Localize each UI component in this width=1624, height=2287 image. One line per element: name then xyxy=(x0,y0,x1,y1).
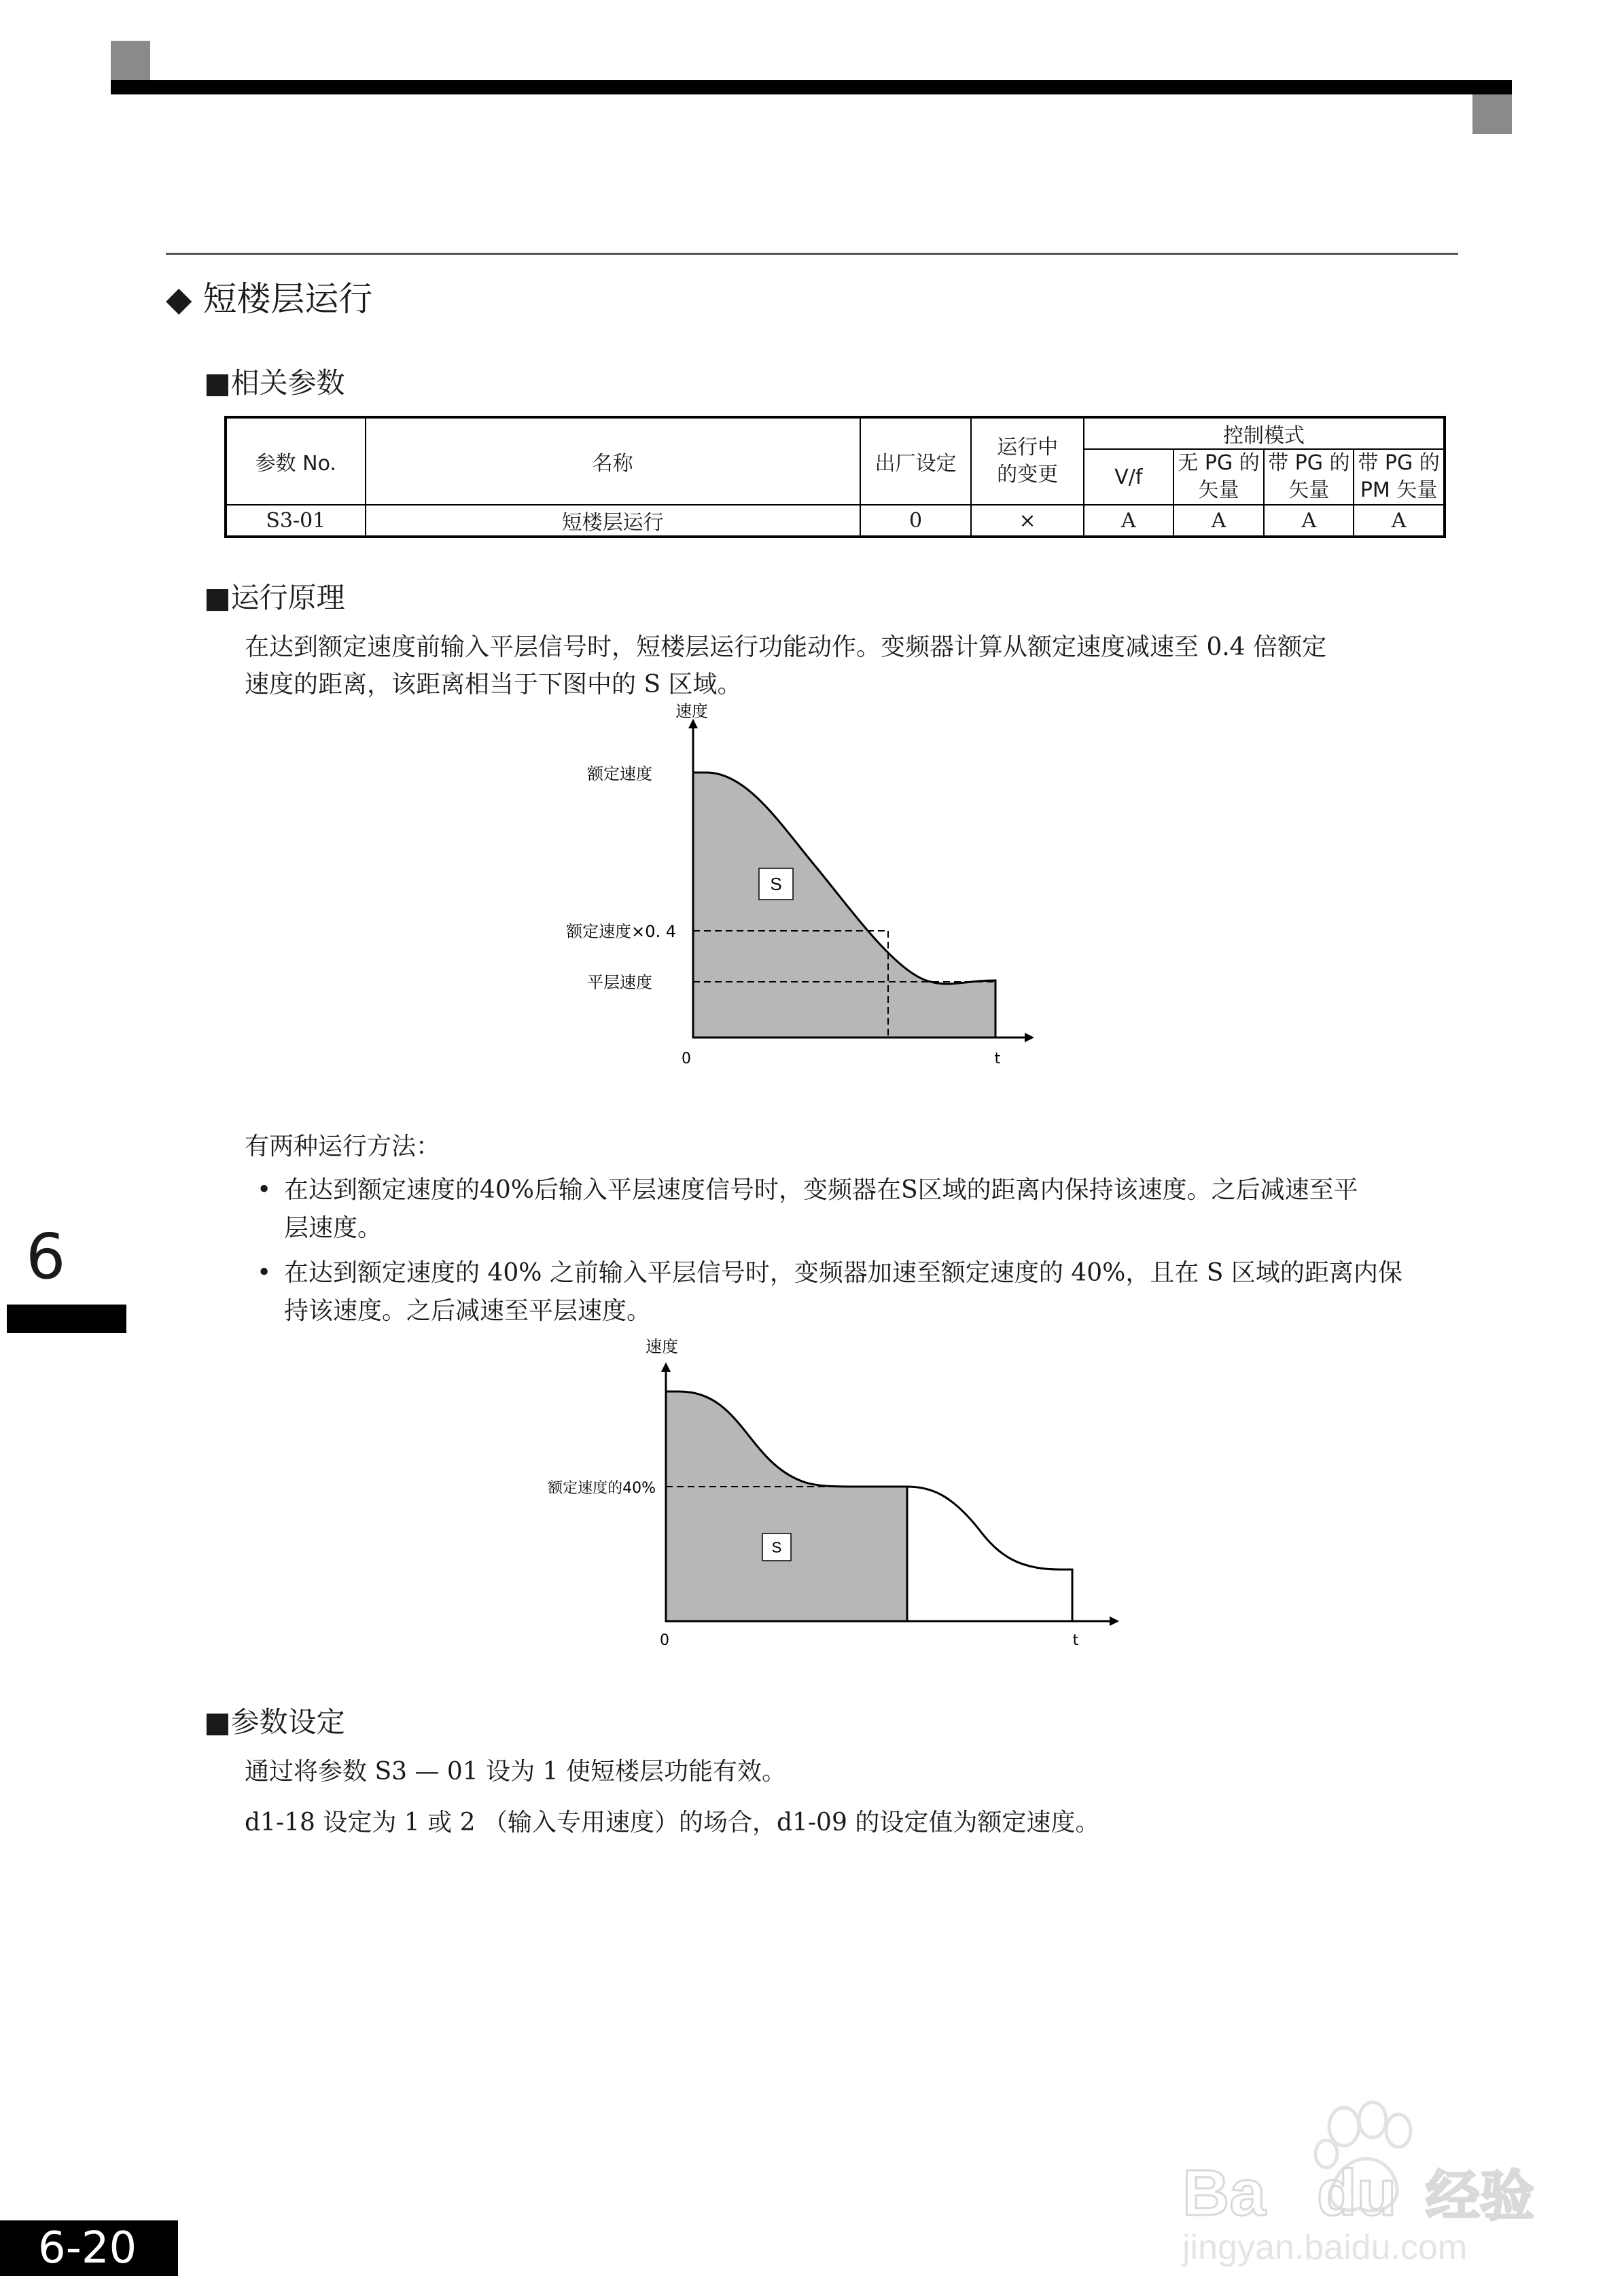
origin-label-2: 0 xyxy=(660,1632,669,1649)
bullet-1-line2: 层速度。 xyxy=(284,1214,383,1242)
header-runtime-change xyxy=(971,417,1084,505)
methods-intro: 有两种运行方法： xyxy=(245,1133,441,1160)
paw-logo-icon xyxy=(1169,2086,1549,2269)
cell-name: 短楼层运行 xyxy=(366,505,860,537)
watermark-url: jingyan.baidu.com xyxy=(1182,2228,1468,2267)
cell-factory: 0 xyxy=(860,505,972,537)
origin-label-1: 0 xyxy=(682,1050,691,1067)
cell-no-pg: A xyxy=(1173,505,1265,537)
speed-diagram-1 xyxy=(530,696,1060,1084)
header-runtime-line2: 的变更 xyxy=(997,463,1059,486)
setting-heading: ■参数设定 xyxy=(204,1705,345,1739)
header-square-left xyxy=(111,41,150,80)
bullet-1-line1: 在达到额定速度的40%后输入平层速度信号时，变频器在S区域的距离内保持该速度。之后减速至平 xyxy=(284,1176,1358,1204)
bullet-2-line2: 持该速度。之后减速至平层速度。 xyxy=(284,1297,652,1325)
cell-with-pg: A xyxy=(1264,505,1354,537)
s-label-2: S xyxy=(771,1539,782,1556)
cell-pm: A xyxy=(1354,505,1445,537)
speed-diagram-2 xyxy=(516,1332,1128,1658)
page-number-box xyxy=(0,2220,178,2276)
watermark-brand-latin-1: Ba xyxy=(1182,2157,1266,2229)
decel-curve-2 xyxy=(907,1487,1072,1621)
header-runtime-line1: 运行中 xyxy=(997,436,1059,459)
x-axis-label-1: t xyxy=(994,1050,1001,1067)
header-pm-line1: 带 PG 的 xyxy=(1358,451,1440,475)
header-mode-no-pg xyxy=(1173,449,1265,505)
label-level-speed: 平层速度 xyxy=(587,973,652,992)
label-forty-percent: 额定速度的40% xyxy=(548,1480,656,1497)
param-table xyxy=(224,416,1446,538)
header-square-right xyxy=(1472,94,1512,134)
header-no-pg-line1: 无 PG 的 xyxy=(1178,451,1260,475)
watermark-brand-latin-2: du xyxy=(1317,2157,1397,2229)
page-number: 6-20 xyxy=(38,2223,137,2273)
header-bar xyxy=(111,80,1512,94)
header-pm-line2: PM 矢量 xyxy=(1360,478,1438,502)
header-factory: 出厂设定 xyxy=(860,417,972,505)
bullet-2-line1: 在达到额定速度的 40% 之前输入平层信号时，变频器加速至额定速度的 40%，且在 S 区域的距离内保 xyxy=(284,1259,1402,1287)
related-params-heading: ■相关参数 xyxy=(204,366,345,400)
bullet-1-dot: • xyxy=(257,1176,272,1204)
watermark-brand-cn: 经验 xyxy=(1426,2165,1534,2228)
header-param-no: 参数 No. xyxy=(226,417,366,505)
label-rated-speed-04: 额定速度×0. 4 xyxy=(566,922,676,941)
chapter-bar xyxy=(7,1305,126,1333)
table-row xyxy=(226,505,1445,537)
bullet-2-dot: • xyxy=(257,1259,272,1287)
principle-heading: ■运行原理 xyxy=(204,581,345,614)
label-rated-speed: 额定速度 xyxy=(587,764,652,783)
principle-text-line1: 在达到额定速度前输入平层信号时，短楼层运行功能动作。变频器计算从额定速度减速至 0.4 倍额定 xyxy=(245,633,1327,661)
cell-vf: A xyxy=(1084,505,1173,537)
header-no-pg-line2: 矢量 xyxy=(1198,478,1239,502)
x-axis-label-2: t xyxy=(1072,1632,1079,1649)
y-axis-label-1: 速度 xyxy=(675,702,708,721)
chapter-number: 6 xyxy=(26,1220,66,1293)
y-axis-label-2: 速度 xyxy=(646,1337,678,1356)
header-name: 名称 xyxy=(366,417,860,505)
s-label-1: S xyxy=(770,874,782,894)
s-area-1 xyxy=(693,773,995,1038)
setting-line2: d1-18 设定为 1 或 2 （输入专用速度）的场合，d1-09 的设定值为额定速度。 xyxy=(245,1809,1100,1837)
section-rule xyxy=(166,253,1458,255)
header-with-pg-line1: 带 PG 的 xyxy=(1268,451,1350,475)
s-area-2 xyxy=(666,1391,907,1621)
header-mode-with-pg xyxy=(1264,449,1354,505)
header-with-pg-line2: 矢量 xyxy=(1288,478,1330,502)
setting-line1: 通过将参数 S3 — 01 设为 1 使短楼层功能有效。 xyxy=(245,1758,786,1786)
cell-runtime-change: × xyxy=(971,505,1084,537)
header-mode-pm xyxy=(1354,449,1445,505)
baidu-watermark xyxy=(1169,2086,1549,2269)
cell-param-no: S3-01 xyxy=(226,505,366,537)
header-control-mode: 控制模式 xyxy=(1084,417,1445,449)
principle-text-line2: 速度的距离，该距离相当于下图中的 S 区域。 xyxy=(245,671,742,698)
header-mode-vf: V/f xyxy=(1084,449,1173,505)
section-title: ◆ 短楼层运行 xyxy=(166,279,373,319)
